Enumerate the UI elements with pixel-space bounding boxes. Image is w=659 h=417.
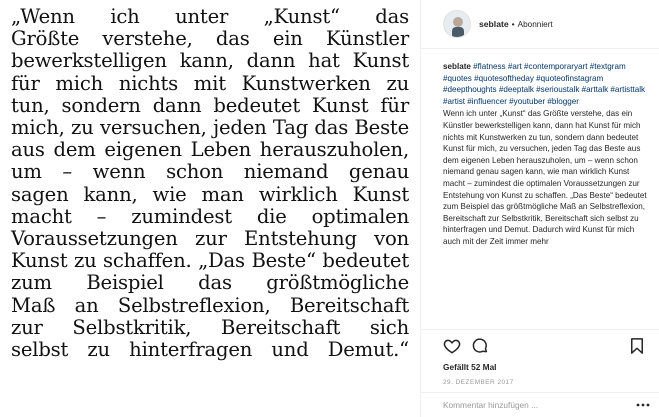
post-date: 29. DEZEMBER 2017 [443,379,514,386]
quote-line: für mich nichts mit Kunstwerken zu [11,71,409,95]
quote-text [11,6,409,361]
hashtag-link[interactable]: #artist [443,96,466,106]
caption-hashtags-block [443,61,652,107]
more-options-icon[interactable] [636,400,650,410]
avatar-portrait-icon [444,11,471,38]
hashtag-link[interactable]: #deepthoughts [443,85,497,95]
quote-line: Maß an Selbstreflexion, Bereitschaft [11,293,409,317]
quote-line: tun, sondern dann bedeutet Kunst für [11,93,409,117]
quote-line: Kunst zu schaffen. „Das Beste“ bedeutet [11,249,409,273]
hashtag-link[interactable]: #quotesoftheday [474,73,534,83]
caption-area [421,49,659,332]
hashtag-link[interactable]: #serioustalk [536,85,580,95]
hashtag-link[interactable]: #artisttalk [610,85,646,95]
comment-icon[interactable] [471,337,489,355]
quote-line: „Wenn ich unter „Kunst“ das [11,5,409,28]
hashtag-link[interactable]: #art [507,62,522,71]
caption-body: Wenn ich unter „Kunst“ das Größte verstehe, das ein Künstler bewerkstelligen kann, dann hat Kunst für mich nichts mit Kunstwerken zu tun, sondern dann bedeutet Kunst für mich, zu versuchen, jeden Tag das Beste aus dem eigenen Leben herauszuholen, um – wenn schon niemand genau sagen kann, wie man wirklich Kunst macht – zumindest die optimalen Voraussetzungen zur Entstehung von Kunst zu schaffen. „Das Beste“ bedeutet zum Beispiel das größtmögliche Maß an Selbstreflexion, Bereitschaft zur Selbstkritik, Bereitschaft sich selbst zu hinterfragen und Demut. Dadurch wird Kunst für mich auch mit der Zeit immer mehr [443,109,647,246]
quote-line: selbst zu hinterfragen und Demut.“ [11,338,409,362]
quote-line: aus dem eigenen Leben herauszuholen, [11,138,409,162]
likes-count[interactable]: Gefällt 52 Mal [443,362,497,372]
heart-icon[interactable] [443,337,461,355]
hashtag-link[interactable]: #contemporaryart [524,62,588,71]
hashtag-link[interactable]: #textgram [589,62,626,71]
hashtag-link[interactable]: #blogger [547,96,579,106]
quote-line: sagen kann, wie man wirklich Kunst [11,182,409,206]
comment-bar [421,392,659,417]
post-actions [421,329,659,389]
quote-line: Größte verstehe, das ein Künstler [11,27,409,51]
action-icon-row [443,336,659,356]
hashtag-link[interactable]: #influencer [467,96,507,106]
quote-line: zur Selbstkritik, Bereitschaft sich [11,315,409,339]
quote-line: Voraussetzungen zur Entstehung von [11,227,409,251]
post-side-panel [420,0,659,417]
post-header [421,0,659,49]
quote-line: zum Beispiel das größtmögliche [11,271,409,295]
avatar[interactable] [443,10,471,38]
hashtag-link[interactable]: #youtuber [509,96,546,106]
quote-line: mich, zu versuchen, jeden Tag das Beste [11,116,409,140]
hashtag-link[interactable]: #flatness [473,62,506,71]
comment-input[interactable] [443,400,636,410]
bookmark-icon[interactable] [628,337,646,355]
hashtag-list [443,62,645,106]
hashtag-link[interactable]: #quoteofinstagram [536,73,604,83]
quote-line: um – wenn schon niemand genau [11,160,409,184]
caption-username[interactable]: seblate [443,62,471,71]
hashtag-link[interactable]: #arttalk [581,85,609,95]
quote-line: bewerkstelligen kann, dann hat Kunst [11,49,409,73]
quote-line: macht – zumindest die optimalen [11,204,409,228]
hashtag-link[interactable]: #deeptalk [498,85,534,95]
hashtag-link[interactable]: #quotes [443,73,472,83]
follow-status-button[interactable]: Abonniert [517,19,553,29]
header-separator: • [511,19,515,29]
header-username[interactable]: seblate [479,19,509,29]
